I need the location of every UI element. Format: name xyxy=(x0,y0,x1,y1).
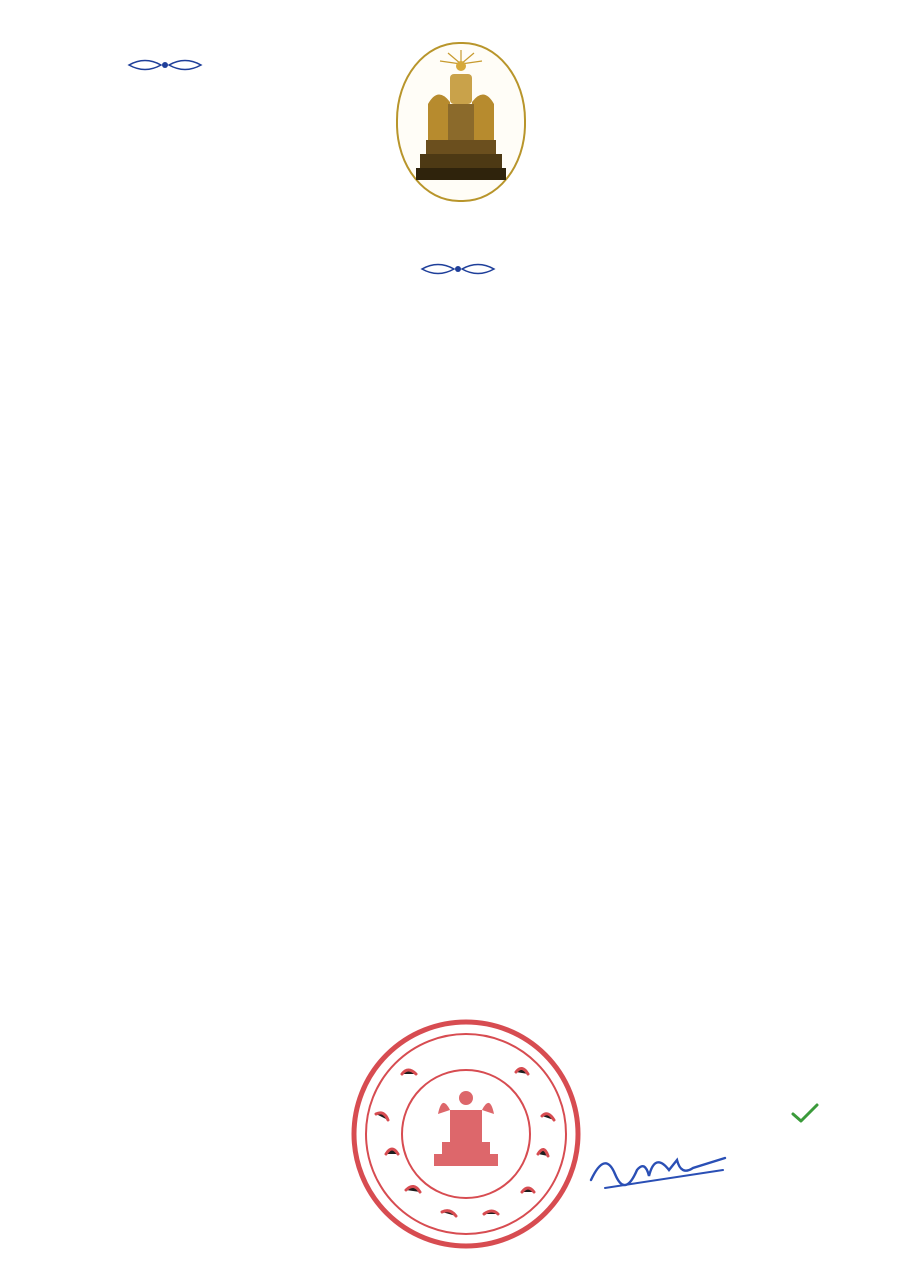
ministry-header xyxy=(40,50,290,72)
emblem-icon xyxy=(398,44,524,200)
ornament-divider-icon xyxy=(418,262,498,276)
ornament-divider-icon xyxy=(125,58,205,72)
national-emblem xyxy=(396,42,526,202)
checkmark-icon xyxy=(790,1102,820,1124)
handwritten-signature xyxy=(585,1140,735,1200)
official-seal-icon xyxy=(346,1014,586,1254)
kingdom-header xyxy=(600,26,890,34)
